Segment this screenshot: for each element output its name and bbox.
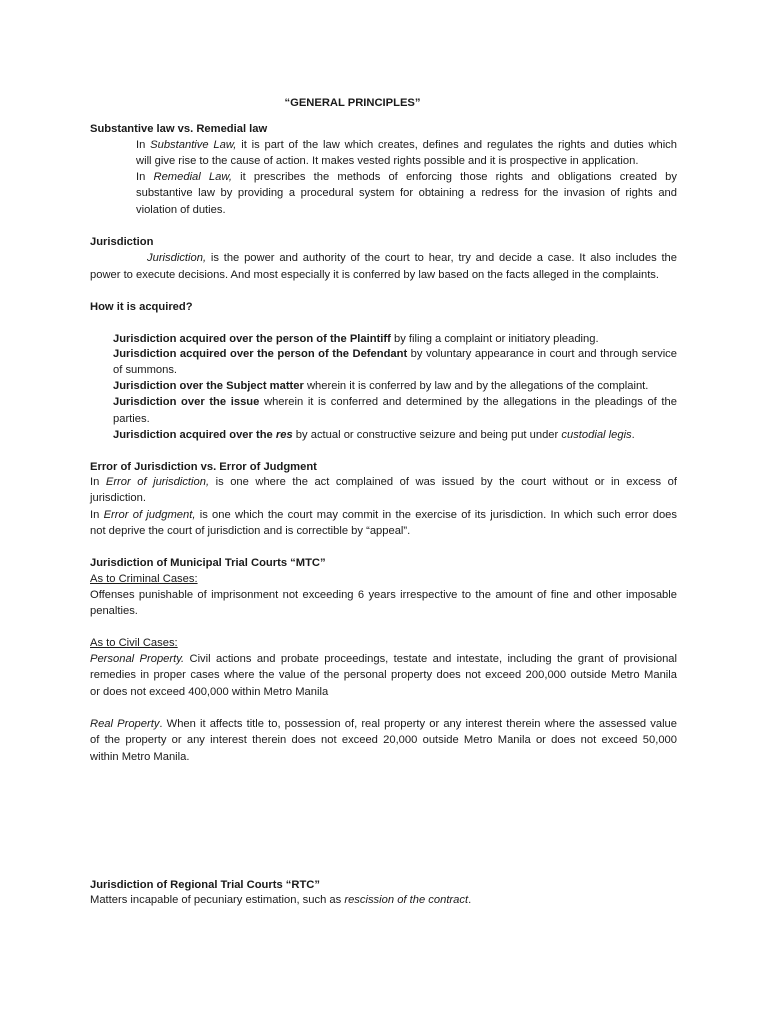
paragraph-line: Real Property. When it affects title to, possession of, real property or any interest therein where the assessed value (90, 718, 677, 730)
paragraph-line: will give rise to the cause of action. It makes vested rights possible and it is prospective in application. (136, 155, 639, 167)
section-heading-how-acquired: How it is acquired? (90, 301, 193, 313)
paragraph-line: In Error of jurisdiction, is one where the act complained of was issued by the court without or in excess of (90, 476, 677, 488)
paragraph-line: of the property or any interest therein does not exceed 20,000 outside Metro Manila or does not exceed 50,000 (90, 734, 677, 746)
paragraph-line: not deprive the court of jurisdiction and is correctible by “appeal”. (90, 525, 411, 537)
section-heading-jurisdiction: Jurisdiction (90, 236, 154, 248)
subheading-civil-cases: As to Civil Cases: (90, 637, 178, 649)
paragraph-line: or does not exceed 400,000 within Metro Manila (90, 686, 329, 698)
list-item: Jurisdiction acquired over the person of the Defendant by voluntary appearance in court and through service (113, 348, 677, 360)
list-item: Jurisdiction acquired over the person of the Plaintiff by filing a complaint or initiatory pleading. (113, 333, 599, 345)
paragraph-line: substantive law by providing a procedural system for obtaining a redress for the invasion of rights and (136, 187, 677, 199)
paragraph-line: Offenses punishable of imprisonment not exceeding 6 years irrespective to the amount of fine and other imposable (90, 589, 677, 601)
page-title: “GENERAL PRINCIPLES” (284, 97, 421, 109)
paragraph-line: Matters incapable of pecuniary estimation, such as rescission of the contract. (90, 894, 472, 906)
list-item: Jurisdiction acquired over the res by actual or constructive seizure and being put under custodial legis. (113, 429, 635, 441)
section-heading-substantive-remedial: Substantive law vs. Remedial law (90, 123, 268, 135)
paragraph-line: power to execute decisions. And most especially it is conferred by law based on the facts alleged in the complaints. (90, 269, 660, 281)
paragraph-line: violation of duties. (136, 204, 226, 216)
paragraph-line: within Metro Manila. (90, 751, 190, 763)
paragraph-line: Jurisdiction, is the power and authority of the court to hear, try and decide a case. It also includes the (147, 252, 677, 264)
paragraph-line: In Error of judgment, is one which the court may commit in the exercise of its jurisdiction. In which such error does (90, 509, 677, 521)
paragraph-line: remedies in proper cases where the value of the personal property does not exceed 200,000 outside Metro Manila (90, 669, 677, 681)
section-heading-error-jurisdiction-judgment: Error of Jurisdiction vs. Error of Judgment (90, 461, 317, 473)
list-item-continuation: of summons. (113, 364, 178, 376)
paragraph-line: jurisdiction. (90, 492, 146, 504)
section-heading-mtc: Jurisdiction of Municipal Trial Courts “MTC” (90, 557, 326, 569)
list-item: Jurisdiction over the Subject matter wherein it is conferred by law and by the allegations of the complaint. (113, 380, 649, 392)
paragraph-line: penalties. (90, 605, 138, 617)
paragraph-line: In Substantive Law, it is part of the law which creates, defines and regulates the rights and duties which (136, 139, 677, 151)
list-item-continuation: parties. (113, 413, 150, 425)
paragraph-line: In Remedial Law, it prescribes the methods of enforcing those rights and obligations created by (136, 171, 677, 183)
subheading-criminal-cases: As to Criminal Cases: (90, 573, 198, 585)
section-heading-rtc: Jurisdiction of Regional Trial Courts “RTC” (90, 879, 320, 891)
list-item: Jurisdiction over the issue wherein it is conferred and determined by the allegations in the pleadings of the (113, 396, 677, 408)
paragraph-line: Personal Property. Civil actions and probate proceedings, testate and intestate, including the grant of provisional (90, 653, 678, 665)
